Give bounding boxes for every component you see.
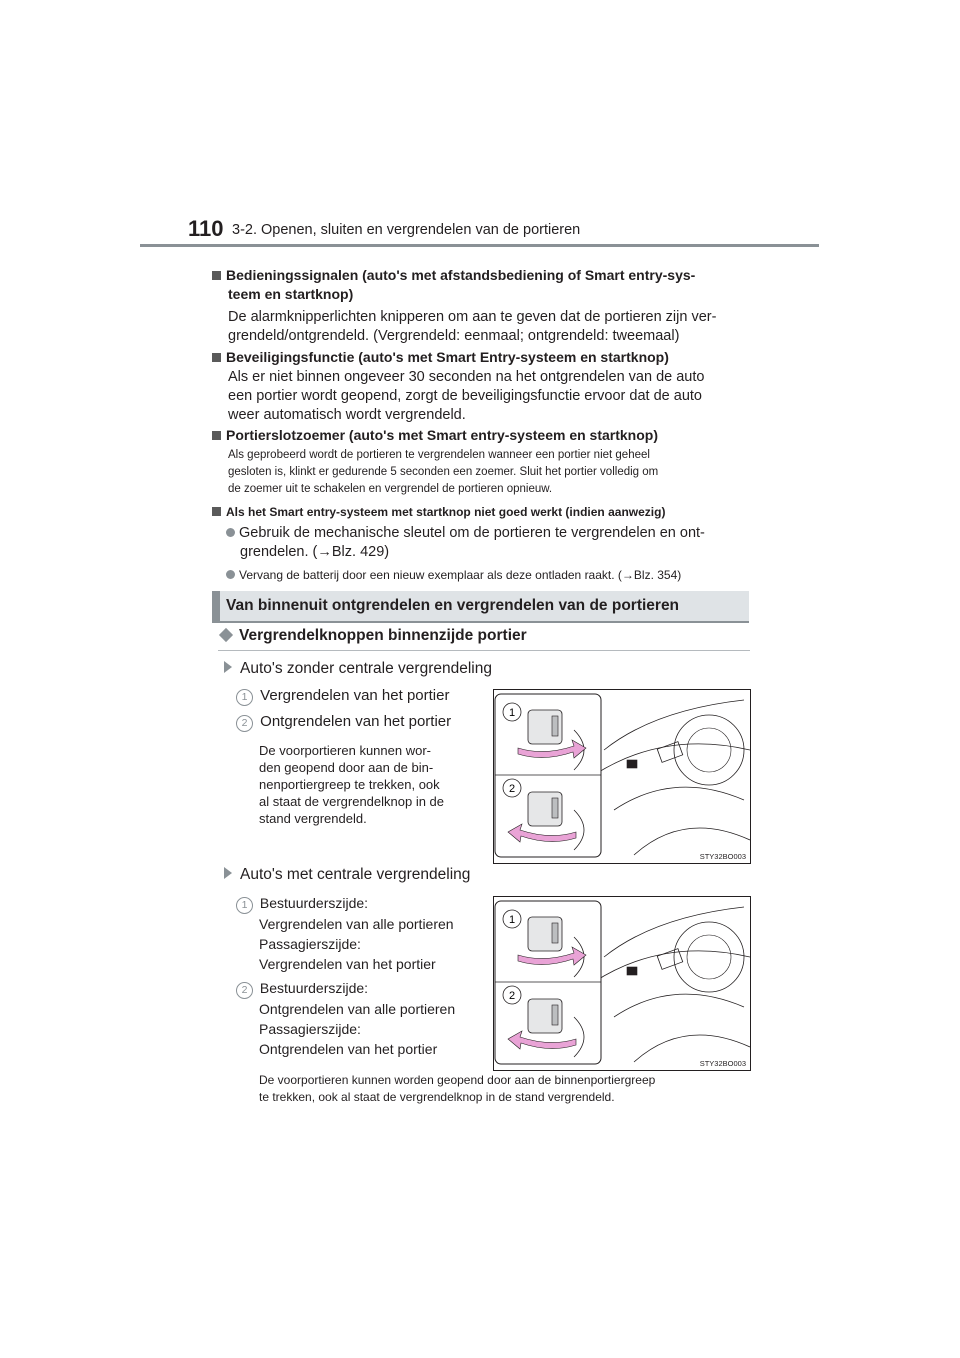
page-number: 110 <box>188 216 224 241</box>
note-title-text: teem en startknop) <box>228 286 354 302</box>
item-text: Vergrendelen van alle portieren <box>259 916 454 932</box>
body-line: grendeld/ontgrendeld. (Vergrendeld: eenmaal; ontgrendeld: tweemaal) <box>228 328 680 344</box>
numbered-item <box>236 978 455 1059</box>
block-heading <box>224 866 470 884</box>
body-line: gesloten is, klinkt er gedurende 5 seconden een zoemer. Sluit het portier volledig om <box>228 466 659 478</box>
figure-code: STY32BO003 <box>699 1059 746 1068</box>
item-text: Vergrendelen van het portier <box>259 956 436 972</box>
body-line: Als geprobeerd wordt de portieren te vergrendelen wanneer een portier niet geheel <box>228 449 650 461</box>
triangle-bullet-icon <box>224 867 232 879</box>
bullet-item <box>226 524 746 562</box>
header-rule <box>140 244 819 247</box>
figure-label-2: 2 <box>508 990 516 1002</box>
section-title: Van binnenuit ontgrendelen en vergrendelen van de portieren <box>226 597 680 614</box>
item-text: Passagierszijde: <box>259 1021 361 1037</box>
note-body <box>228 368 748 425</box>
note-line: De voorportieren kunnen worden geopend door aan de binnenportiergreep <box>259 1073 656 1087</box>
note-body <box>228 308 748 346</box>
note-title-text: Portierslotzoemer (auto's met Smart entry-systeem en startknop) <box>226 427 659 443</box>
round-bullet-icon <box>226 528 235 537</box>
note-line: den geopend door aan de bin- <box>259 760 434 775</box>
door-lock-diagram <box>494 690 750 863</box>
note-line: te trekken, ook al staat de vergrendelknop in de stand vergrendeld. <box>259 1090 615 1104</box>
body-line: Als er niet binnen ongeveer 30 seconden na het ontgrendelen van de auto <box>228 369 705 385</box>
note-title-text: Beveiligingsfunctie (auto's met Smart Entry-systeem en startknop) <box>226 349 669 365</box>
triangle-bullet-icon <box>224 661 232 673</box>
item-text: Ontgrendelen van het portier <box>259 1041 438 1057</box>
page-reference: Blz. 429) <box>331 544 390 560</box>
bullet-item <box>226 566 746 585</box>
subsection-rule <box>218 650 750 651</box>
note-title <box>212 503 752 522</box>
door-lock-diagram <box>494 897 750 1070</box>
page-reference: Blz. 354) <box>633 568 682 582</box>
numbered-item <box>236 686 449 706</box>
door-lock-illustration <box>493 896 751 1071</box>
item-text: Ontgrendelen van alle portieren <box>259 1001 456 1017</box>
number-1-icon: 1 <box>236 897 253 914</box>
item-text: Vergrendelen van het portier <box>260 687 450 704</box>
note-line: nenportiergreep te trekken, ook <box>259 777 440 792</box>
note-title-text: Als het Smart entry-systeem met startknop niet goed werkt (indien aanwezig) <box>226 505 666 519</box>
square-bullet-icon <box>212 271 221 280</box>
note-title <box>212 348 752 367</box>
body-line: de zoemer uit te schakelen en vergrendel de portieren opnieuw. <box>228 483 553 495</box>
number-2-icon: 2 <box>236 715 253 732</box>
note-line: stand vergrendeld. <box>259 811 367 826</box>
item-text: Bestuurderszijde: <box>259 980 369 996</box>
figure-label-1: 1 <box>508 707 516 719</box>
note-line: De voorportieren kunnen wor- <box>259 743 431 758</box>
subsection-title <box>218 627 527 645</box>
block-heading-text: Auto's zonder centrale vergrendeling <box>240 660 492 677</box>
diamond-bullet-icon <box>219 628 233 642</box>
note-body <box>228 447 748 498</box>
item-text: Ontgrendelen van het portier <box>260 713 452 730</box>
subsection-title-text: Vergrendelknoppen binnenzijde portier <box>239 627 527 644</box>
note-title <box>212 266 752 304</box>
figure-label-1: 1 <box>508 914 516 926</box>
arrow-icon: → <box>621 568 634 582</box>
numbered-item <box>236 712 451 732</box>
body-line: Gebruik de mechanische sleutel om de portieren te vergrendelen en ont- <box>239 525 705 541</box>
block-heading <box>224 660 492 678</box>
body-line: weer automatisch wordt vergrendeld. <box>228 407 466 423</box>
block-heading-text: Auto's met centrale vergrendeling <box>240 866 471 883</box>
note-line: al staat de vergrendelknop in de <box>259 794 445 809</box>
body-line: een portier wordt geopend, zorgt de beveiligingsfunctie ervoor dat de auto <box>228 388 702 404</box>
number-2-icon: 2 <box>236 982 253 999</box>
square-bullet-icon <box>212 353 221 362</box>
section-bar-accent <box>212 591 220 623</box>
body-line: Vervang de batterij door een nieuw exemplaar als deze ontladen raakt. ( <box>239 568 622 582</box>
number-1-icon: 1 <box>236 689 253 706</box>
body-line: De alarmknipperlichten knipperen om aan te geven dat de portieren zijn ver- <box>228 309 717 325</box>
figure-label-2: 2 <box>508 783 516 795</box>
item-text: Bestuurderszijde: <box>259 895 369 911</box>
arrow-icon: → <box>317 544 332 560</box>
square-bullet-icon <box>212 507 221 516</box>
item-text: Passagierszijde: <box>259 936 361 952</box>
block-note <box>259 742 477 827</box>
figure-code: STY32BO003 <box>699 852 746 861</box>
door-lock-illustration <box>493 689 751 864</box>
note-title-text: Bedieningssignalen (auto's met afstandsbediening of Smart entry-sys- <box>226 267 696 283</box>
body-line: grendelen. ( <box>240 544 318 560</box>
block-note <box>259 1072 749 1106</box>
note-title <box>212 426 752 445</box>
chapter-title: 3-2. Openen, sluiten en vergrendelen van de portieren <box>232 222 581 238</box>
numbered-item <box>236 893 454 974</box>
round-bullet-icon <box>226 570 235 579</box>
square-bullet-icon <box>212 431 221 440</box>
